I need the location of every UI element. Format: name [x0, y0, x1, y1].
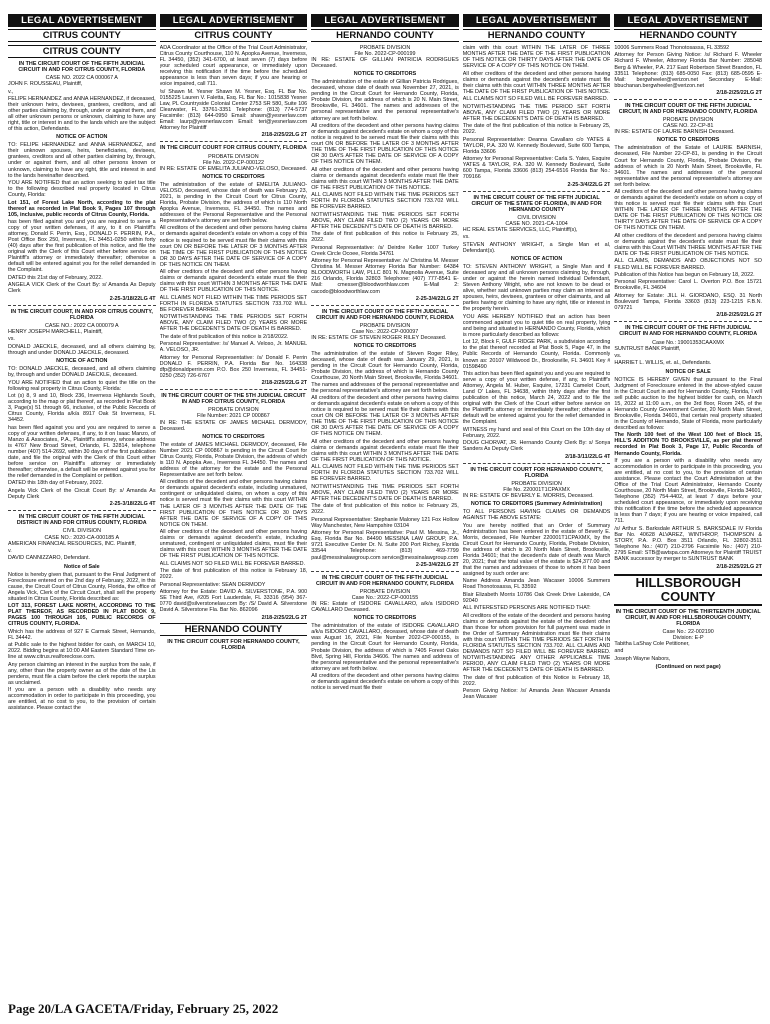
legal-ad-header-3: LEGAL ADVERTISEMENT: [311, 14, 459, 27]
notice-paragraph: Lot (s) 8, 9 and 10, Block 236, Inverness Highlands South, according to the map or plat thereof, as recorded in Plat Book 3, Page(s) 51 through 66, inclusive, of the Public Records of Citrus County, Florida a/k/a 8917 Oak St Inverness, FL 34452.: [8, 392, 156, 424]
publication-tag: 2-25-3/4/22LG 2T: [415, 295, 459, 302]
notice-paragraph: Personal Representative: Stephanie Maloney 121 Fox Hollow Way Manchester, New Hampshire 03104: [311, 516, 459, 529]
notice-heading: IN THE CIRCUIT COURT OF THE FIFTH JUDICIAL CIRCUIT IN AND FOR HERNANDO COUNTY, FLORIDA: [316, 575, 454, 588]
notice-paragraph: DAVID CANNIZZARO, Defendant.: [8, 555, 90, 562]
notice-paragraph: All other creditors of the decedent and other persons having claims or demands against decedent's estate must file their claims with this court WITHIN 3 MONTHS AFTER THE DATE OF THE FIRST PUBLICATION OF THIS NOTICE.: [159, 269, 308, 294]
column-3: [311, 29, 459, 1004]
notice-paragraph: ALL CLAIMS NOT FILED WITHIN THE TIME PERIODS SET FORTH IN FLORIDA STATUTES SECTION 733.702 WILL BE FOREVER BARRED.: [311, 464, 459, 483]
notice-separator: [8, 305, 156, 306]
notice-paragraph: YOU ARE NOTIFIED that an action seeking to quiet tax title to the following described real property located in Citrus County, Florida:: [8, 180, 156, 199]
publication-tag: 2/18-2/25/22LG 2T: [716, 563, 762, 570]
notice-heading: NOTICE TO CREDITORS: [656, 137, 720, 144]
notice-heading: NOTICE TO CREDITORS (Summary Administration): [470, 501, 603, 508]
notice-paragraph: ALL CLAIMS NOT FILED WITHIN THE TIME PERIODS SET FORTH IN FLORIDA STATUTES SECTION 733.702 WILL BE FOREVER BARRED.: [159, 294, 308, 313]
publication-tag: 2-25-3/18/22LG 4T: [109, 501, 156, 508]
publication-tag: 2-25-3/4/22LG 2T: [415, 561, 459, 568]
notice-paragraph: You are hereby notified that an Order of Summary Administration has been entered in the estate of Beverly E. Morris, deceased, File Number 220001T1CPAXMX, by the Circuit Court for Hernando County, Florida, Probate Division, the address of which is 20 North Main Street, Brooksville, Florida 34601; that the decedent's date of death was March 20, 2021; that the total value of the estate is $24,377.00 and that the names and addresses of those to whom it has been assigned by such order are:: [462, 522, 611, 577]
notice-paragraph: All creditors of the estate of the decedent and persons having claims or demands against the estate of the decedent other than those for whom provision for full payment was made in the Order of Summary Administration must file their claims with this court WITHIN THE TIME PERIODS SET FORTH IN FLORIDA STATUTES SECTION 733.702. ALL CLAIMS AND DEMANDS NOT SO FILED WILL BE FOREVER BARRED. NOTWITHSTANDING ANY OTHER APPLICABLE TIME PERIOD, ANY CLAIM FILED TWO (2) YEARS OR MORE AFTER THE DECEDENT'S DATE OF DEATH IS BARRED.: [462, 612, 611, 674]
notice-paragraph: NOTWITHSTANDING THE TIME PERIODS SET FORTH ABOVE, ANY CLAIM FILED TWO (2) YEARS OR MORE AFTER THE DECEDENT'S DATE OF DEATH IS BARRED.: [311, 483, 459, 502]
notice-heading: IN THE CIRCUIT COURT OF THE FIFTH JUDICIAL CIRCUIT IN AND FOR HERNANDO COUNTY, FLORIDA: [316, 309, 454, 322]
notice-heading: IN THE CIRCUIT COURT FOR HERNANDO COUNTY, FLORIDA: [470, 466, 603, 479]
notice-paragraph: The administration of the estate of Gillian Patricia Rodrigues, deceased, whose date of death was November 27, 2021, is pending in the Circuit Court for Hernando County, Florida, Probate Division, the address of which is 20 N. Main Street, Brooksville, FL 34601. The names and addresses of the personal representative and the personal representative's attorney are set forth below.: [311, 79, 459, 122]
notice-paragraph: NOTWITHSTANDING THE TIME PERIOD SET FORTH ABOVE, ANY CLAIM FILED TWO (2) YEARS OR MORE AFTER THE DECEDENT'S DATE OF DEATH IS BARRED.: [462, 103, 611, 122]
notice-paragraph: Attorney for Personal Representative: /s/ Christina M. Messer Christina M. Messer Attorney Florida Bar Number: 64384 BLOODWORTH LAW, PLLC 801 N. Magnolia Avenue, Suite 216 Orlando, Florida 32803 Telephone: (407) 777-8541 E-Mail: cmesser@bloodworthlaw.com E-Mail 2: cacodo@bloodworthlaw.com: [311, 258, 459, 295]
notice-heading: NOTICE TO CREDITORS: [353, 343, 417, 350]
case-line: File No. 220001T1CPAXMX: [503, 486, 570, 493]
publication-tag: 2-25-3/4/22LG 2T: [567, 181, 611, 188]
notice-heading: (Continued on next page): [655, 663, 721, 670]
notice-paragraph: YOU ARE NOTIFIED that an action to quiet the title on the following real property in Citrus County, Florida:: [8, 379, 156, 392]
case-line: Case No.: 2022-CP-000155: [351, 595, 419, 602]
columns: [8, 29, 762, 1004]
notice-paragraph: ANGELA VICK Clerk of the Court By: s/ Amanda As Deputy Clerk: [8, 282, 156, 295]
case-line: Division: E-P: [672, 634, 704, 641]
notice-separator: [160, 389, 308, 390]
notice-paragraph: Personal Representative: /s/ Manuel A. Veloso, Jr. MANUEL A. VELOSO, JR.: [159, 341, 308, 354]
notice-paragraph: DATED this 21st day of February, 2022.: [8, 274, 103, 281]
notice-paragraph: has been filed against you and you are required to serve a copy of your written defenses, if any, to it on Isaac Manzo, of Manzo & Associates, P.A., Plaintiff's attorney, whose address is 4767 New Broad Street, Orlando, FL 32814, telephone number (407) 514-2692, within 30 days of the first publication date, and file the original with the Clerk of this Court either before service on Plaintiff's attorney or immediately thereafter; otherwise, a default will be entered against you for the relief demanded in the Complaint or petition.: [8, 424, 156, 479]
notice-separator: [8, 510, 156, 511]
publication-tag: 2-25-3/18/22LG 4T: [109, 295, 156, 302]
case-line: CIVIL DIVISION: [517, 214, 556, 221]
county-heading: HERNANDO COUNTY: [463, 29, 611, 42]
notice-paragraph: The administration of the estate of EMELITA JULIANO-VELOSO, deceased, whose date of death was February 23, 2021, is pending in the Circuit Court for Citrus County, Florida, Probate Division, the address of which is 110 North Apopka Avenue, Inverness, FL 34450. The names and addresses of the Personal Representative and the Personal Representative's attorney are set forth below.: [159, 181, 308, 224]
publication-tag: 2/18-2/25/22LG 2T: [261, 380, 308, 387]
notice-paragraph: All other creditors of the decedent and other persons having claims or demands against decedent's estate must file their claims with this court WITHIN 3 MONTHS AFTER THE DATE OF THE FIRST PUBLICATION OF THIS NOTICE.: [311, 438, 459, 463]
header-bars: [8, 14, 762, 27]
notice-paragraph: This action has been filed against you and you are required to serve a copy of your written defense, if any, to Plaintiff's Attorney, Angela M. Huber, Esquire, 17231 Camelot Court, Land O' Lakes, FL 34638, within thirty days after the first publication of this notice, March 24, 2022 and to file the original with the Clerk of the Court either before service on the Plaintiff's attorney or immediately thereafter; otherwise a default will be entered against you for the relief demanded in the Complaint.: [462, 370, 611, 426]
notice-paragraph: at Public sale to the highest bidder for cash, on MARCH 10, 2022. Bidding begins at 10:00 AM Eastern Standard Time on-line at www.citrus.realforeclose.com.: [8, 642, 156, 661]
notice-paragraph: AMERICAN FINANCIAL RESOURCES, INC. Plaintiff,: [8, 540, 136, 547]
notice-heading: NOTICE TO CREDITORS: [202, 433, 265, 440]
legal-description: LOT 313, FOREST LAKE NORTH, ACCORDING TO THE PLAT THEREOF, AS RECORDED IN PLAT BOOK 9, PAGES 100 THROUGH 105, PUBLIC RECORDS OF CITRUS COUNTY, FLORIDA.: [8, 603, 156, 628]
notice-paragraph: The date of first publication of this notice is February 25, 2022.: [311, 231, 459, 244]
notice-paragraph: ADA Coordinator at the Office of the Trial Court Administrator, Citrus County Courthouse, 110 N. Apopka Avenue, Inverness, FL 34450, (352) 341-6700, at least seven (7) days before your scheduled court appearance, or immediately upon receiving this notification if the time before the scheduled appearance is less than seven days; if you are hearing or voice impaired, call 711.: [159, 45, 308, 88]
notice-paragraph: Which has the address of 927 E Carmak Street, Hernando, FL 34442.: [8, 628, 156, 641]
publication-tag: 2/18-2/25/22LG 2T: [261, 132, 308, 139]
notice-paragraph: Attorney for Personal Representative: /s/ Donald F. Perrin DONALD F. PERRIN, P.A. Florida Bar No. 164338 dfp@donaldperrin.com P.O. Box 250 Inverness, FL 34451-0250 (352) 726-6767: [159, 354, 308, 379]
notice-paragraph: TO: DONALD JAECKLE, deceased, and all others claiming by, through and under DONALD JAECKLE, deceased.: [8, 366, 156, 379]
case-line: CASE NO.: 2020-CA-000185 A: [44, 534, 120, 541]
notice-heading: IN THE CIRCUIT COURT FOR CITRUS COUNTY, FLORIDA: [160, 145, 307, 152]
legal-ad-header-2: LEGAL ADVERTISEMENT: [160, 14, 308, 27]
notice-paragraph: JOHN F. ROUSSEAU, Plaintiff,: [8, 81, 83, 88]
notice-paragraph: Personal Representative: Carol L. Overton P.O. Box 15721 Brooksville, FL 34604: [614, 279, 762, 292]
county-heading: CITRUS COUNTY: [8, 29, 156, 42]
notice-paragraph: DATED this 18th day of February, 2022.: [8, 480, 104, 487]
notice-paragraph: 10006 Summers Road Thonotosassa, FL 33592: [614, 45, 730, 51]
notice-paragraph: The date of the first publication of this notice is February 25, 2022.: [462, 123, 611, 136]
notice-paragraph: IN RE: THE ESTATE OF JAMES MICHAEL DERMODY, Deceased.: [159, 419, 308, 432]
notice-paragraph: /s/ Arthur S. Barksdale ARTHUR S. BARKSDALE IV Florida Bar No. 40628 ALVAREZ, WINTHROP, THOMPSON & STORY, P.A. P.O. Box 3511 Orlando, FL 32802-3511 Telephone No.: (407) 210-2796 Facsimile No.: (407) 210-2795 Email: STB@awtspa.com Attorneys for Plaintiff TRUIST BANK successor by merger to SUNTRUST BANK: [614, 525, 762, 563]
notice-paragraph: The date of first publication of this Notice is February 18, 2022.: [462, 674, 611, 687]
notice-heading: IN THE CIRCUIT COURT FOR HERNANDO COUNTY, FLORIDA: [167, 638, 300, 651]
notice-paragraph: All other creditors of the decedent and other persons having claims or demands against decedent's estate, including unmatured, contingent or unliquidated claims, must file their claims with this court WITHIN 3 MONTHS AFTER THE DATE OF THE FIRST PUBLICATION OF THIS NOTICE.: [159, 529, 308, 560]
notice-paragraph: All other creditors of the decedent and other persons having claims or demands against decedent's estate must file their claims with this court WITHIN 3 MONTHS AFTER THE DATE OF THE FIRST PUBLICATION OF THIS NOTICE.: [311, 166, 459, 191]
notice-separator: [463, 191, 611, 192]
notice-separator: [614, 99, 762, 100]
notice-paragraph: IN RE: Estate of ISIDORE CAVALLARO, a/k/a ISIDORO CAVALLARO Deceased.: [311, 601, 459, 614]
notice-paragraph: Joseph Wayne Nabors,: [614, 655, 671, 662]
publication-tag: 2/18-2/25/22LG 2T: [716, 90, 762, 97]
notice-paragraph: /s/ Shawn M. Yesner Shawn M. Yesner, Esq. FL Bar No. 0155225 Lauren V. Faletta, Esq. FL Bar No.: 1015838 Yesner Law, PL Countryside Colonial Center 2753 SR 580, Suite 106 Clearwater, FL 33761-3351 Telephone: (813) 774-5737 Facsimile: (813) 644-0950 Email: shawn@yesnerlaw.com Email: laurp@yesnerlaw.com Email: teri@yesnerlaw.com Attorney for Plaintiff: [159, 88, 308, 131]
legal-description: The North 100 feet of the West 100 feet of Block 15, HILL'S ADDITION TO BROOKSVILLE, as per plat thereof recorded in Plat Book 3, Page 17, Public Records of Hernando County, Florida.: [614, 432, 762, 457]
case-line: PROBATE DIVISION: [359, 589, 411, 596]
notice-paragraph: v.,: [8, 88, 14, 95]
notice-paragraph: TO: FELIPE HERNANDEZ and ANNA HERNANDEZ, and their unknown spouses, heirs, beneficiaries, devisees, grantees, creditors and all other parties claiming by, through, under or against them, and all other persons known or unknown, claiming to have any right, title and interest in and to the lands hereinafter described.: [8, 142, 156, 179]
notice-paragraph: Attorney for Personal Representative: Carla S. Yates, Esquire YATES & TAYLOR, P.A. 320 W. Kennedy Boulevard, Suite 600 Tampa, Florida 33606 (813) 254-6516 Florida Bar No.: 709166: [462, 156, 611, 181]
notice-paragraph: IN RE: ESTATE OF STEVEN ROGER RILEY Deceased.: [311, 335, 447, 342]
notice-paragraph: IN RE: ESTATE OF LAURIE BARNISH Deceased.: [614, 129, 735, 136]
case-line: PROBATE DIVISION: [662, 117, 714, 124]
notice-paragraph: All other creditors of the decedent and other persons having claims or demands against the decedent's estate must file their claims with this court WITHIN THREE MONTHS AFTER THE DATE OF THE FIRST PUBLICATION OF THIS NOTICE.: [462, 70, 611, 95]
notice-paragraph: The administration of the estate of Steven Roger Riley, deceased, whose date of death was January 29, 2021, is pending in the Circuit Court for Hernando County, Florida, Probate Division, the address of which is Hernando County Courthouse, 20 North Main Street, Brooksville, Florida 34601. The names and addresses of the personal representative and the personal representative's attorney are set forth below.: [311, 351, 459, 394]
notice-paragraph: Personal Representative: SEAN DERMODY: [159, 581, 266, 588]
notice-paragraph: Attorney for the Estate: DAVID A. SILVERSTONE, P.A. 900 SE Third Ave, #205 Fort Lauderdale, FL 33316 (954) 367-0770 david@silverstonelaw.com By: /S/ David A. Silverstone David A. Silverstone Fla. Bar No. 862096: [159, 589, 308, 614]
notice-heading: NOTICE TO CREDITORS: [353, 71, 417, 78]
legal-ad-header-1: LEGAL ADVERTISEMENT: [8, 14, 156, 27]
notice-paragraph: TO ALL PERSONS HAVING CLAIMS OR DEMANDS AGAINST THE ABOVE ESTATE:: [462, 509, 611, 522]
notice-heading: IN THE CIRCUIT COURT OF THE 5TH JUDICIAL CIRCUIT IN AND FOR CITRUS COUNTY, FLORIDA: [161, 393, 306, 406]
notice-paragraph: The date of first publication of this notice is 2/18/2022.: [159, 333, 289, 340]
notice-paragraph: Attorney for Personal Representative: Paul M. Messina, Jr., Esq. Florida Bar No. 84490 MESSINA LAW GROUP, P.A. 9721 Executive Center Dr. N. Suite 200 Port Richey, Florida 33544 Telephone: (813) 469-7799 paul@messinalawgroup.com service@messinalawgroup.com: [311, 530, 459, 561]
notice-paragraph: IN RE: ESTATE OF GILLIAN PATRICIA RODRIGUES Deceased.: [311, 57, 459, 70]
notice-heading: IN THE CIRCUIT COURT OF THE FIFTH JUDICIAL CIRCUIT IN AND FOR CITRUS COUNTY, FLORIDA: [18, 61, 146, 74]
notice-separator: [463, 463, 611, 464]
notice-paragraph: Any person claiming an interest in the surplus from the sale, if any, other than the property owner as of the date of the Lis pendens, must file a claim before the clerk reports the surplus as unclaimed.: [8, 661, 156, 686]
notice-paragraph: Person Giving Notice: /s/ Amanda Jean Wacaser Amanda Jean Wacaser: [462, 688, 611, 701]
notice-paragraph: ALL CLAIMS NOT FILED WITHIN THE TIME PERIODS SET FORTH IN FLORIDA STATUTES SECTION 733.702 WILL BE FOREVER BARRED.: [311, 192, 459, 211]
notice-paragraph: vs.: [462, 234, 470, 241]
notice-heading: NOTICE TO CREDITORS: [353, 615, 417, 622]
case-line: File No. 2022-CP-000199: [354, 51, 416, 58]
notice-paragraph: vs.: [614, 353, 622, 360]
case-line: PROBATE DIVISION: [208, 153, 259, 160]
notice-paragraph: If you are a person with a disability who needs any accommodation in order to participate in this proceeding, you are entitled, at no cost to you, to the provision of certain assistance. Please contact the Court Administration at the Office of the Trial Court Administrator, Hernando County Courthouse, 20 North Main Street, Brooksville, Florida 34601, Telephone (352) 754-4402, at least 7 days before your scheduled court appearance, or immediately upon receiving this notification if the time before the scheduled appearance is less than 7 days; if you are hearing or voice impaired, call 711.: [614, 457, 762, 525]
notice-paragraph: The date of first publication of this notice is February 18, 2022.: [159, 568, 308, 581]
notice-paragraph: All creditors of the decedent and other persons having claims or demands against decedent's estate on whom a copy of this notice is served must file their: [311, 673, 459, 692]
notice-heading: IN THE CIRCUIT COURT OF THE FIFTH JUDICIAL DISTRICT IN AND FOR CITRUS COUNTY, FLORIDA: [16, 514, 147, 527]
notice-paragraph: IN RE: ESTATE OF EMELITA JULIANO-VELOSO, Deceased.: [159, 165, 307, 172]
case-line: File Number: 2021 CP 000867: [197, 413, 270, 420]
notice-paragraph: YOU ARE HEREBY NOTIFIED that an action has been commenced against you to quiet title on real property, lying and being and situated in HERNANDO County, Florida, which is more particularly described as follows:: [462, 313, 611, 338]
case-line: File No. 2022-CP-000122: [202, 159, 264, 166]
notice-paragraph: FELIPE HERNANDEZ and ANNA HERNANDEZ, if deceased, their unknown heirs, devisees, grantees, creditors, and all other parties claiming by, through, under or against them, and all other unknown persons or unknown, claiming to have any right, title or interest in and to the lands which are the subject of this action, Defendants.: [8, 96, 156, 133]
case-line: PROBATE DIVISION: [208, 407, 259, 414]
notice-paragraph: Attorney for Person Giving Notice: /s/ Richard F. Wheeler Richard F. Wheeler, Attorney Florida Bar Number: 285048 Berg & Wheeler, P.A. 217 East Robertson Street Brandon, FL 33511 Telephone: (813) 685-0050 Fax: (813) 685-0595 E-Mail: bergwheeler@verizon.net Secondary E-Mail: bbuchanan.bergwheeler@verizon.net: [614, 52, 762, 89]
notice-paragraph: HARRIET L. WILLIS, et. al., Defendants.: [614, 360, 712, 367]
case-line: PROBATE DIVISION: [359, 323, 411, 330]
notice-paragraph: All creditors of the decedent and other persons having claims or demands against decedent's estate, including unmatured, contingent or unliquidated claims, on whom a copy of this notice is served must file their claims with this court WITHIN THE LATER OF 3 MONTHS AFTER THE DATE OF THE FIRST PUBLICATION OF THIS NOTICE OR 30 DAYS AFTER THE DATE OF SERVICE OF A COPY OF THIS NOTICE ON THEM.: [159, 479, 308, 528]
notice-heading: NOTICE TO CREDITORS: [202, 173, 265, 180]
legal-description: Lot 151, of Forest Lake North, according to the plat thereof as recorded in Plat Book 9, Pages 107 through 105, inclusive, public records of Citrus County, Florida.: [8, 199, 156, 218]
county-heading: HERNANDO COUNTY: [614, 29, 762, 42]
notice-paragraph: HENRY JOSEPH MARCHELL, Plaintiff,: [8, 329, 103, 335]
notice-paragraph: claim with this court WITHIN THE LATER OF THREE MONTHS AFTER THE DATE OF THE FIRST PUBLICATION OF THIS NOTICE OR THIRTY DAYS AFTER THE DATE OF SERVICE OF A COPY OF THIS NOTICE ON THEM.: [462, 45, 611, 70]
notice-paragraph: The date of first publication of this notice is: February 25, 2022.: [311, 503, 459, 516]
case-line: Case No.: 2022-CP-000097: [351, 329, 419, 336]
notice-paragraph: All creditors of the decedent and other persons having claims or demands against decedent's estate on whom a copy of this notice is required to be served must file their claims with this court ON OR BEFORE THE LATER OF 3 MONTHS AFTER THE TIME OF THE FIRST PUBLICATION OF THIS NOTICE OR 30 DAYS AFTER THE DATE OF SERVICE OF A COPY OF THIS NOTICE ON THEM.: [159, 225, 308, 268]
case-line: CASE NO. 22-CP-81: [663, 123, 714, 130]
notice-paragraph: Publication of this Notice has begun on February 18, 2022.: [614, 271, 755, 278]
page-footer: Page 20/LA GACETA/Friday, February 25, 2022: [8, 1001, 279, 1016]
case-line: CASE NO. 2021-CA-1004: [505, 220, 568, 227]
notice-paragraph: DONALD JAECKLE, deceased, and all others claiming by, through and under DONALD JAECKLE, deceased.: [8, 343, 156, 356]
notice-paragraph: All creditors of the decedent and other persons having claims or demands against the decedent's estate on whom a copy of this notice is served must file their claims with this Court WITHIN THE LATER OF THREE MONTHS AFTER THE DATE OF THE FIRST PUBLICATION OF THIS NOTICE OR THIRTY DAYS AFTER THE DATE OF SERVICE OF A COPY OF THIS NOTICE ON THEM.: [614, 189, 762, 232]
notice-paragraph: The estate of JAMES MICHAEL DERMODY, deceased, File Number 2021 CP 000867 is pending in the Circuit Court for Citrus County, Florida, Probate Division, the address of which is 110 N. Apopka Ave., Inverness FL 34450. The names and address of the attorney for the estate and the Personal Representative are set forth below.: [159, 441, 308, 478]
case-line: CASE NO. 2022 CA 000067 A: [45, 75, 118, 82]
case-line: CIVIL DIVISION: [62, 528, 102, 535]
column-1: [8, 29, 156, 1004]
notice-separator: [311, 571, 459, 572]
county-heading: CITRUS COUNTY: [160, 29, 308, 42]
notice-paragraph: DOUG CHORVAT, JR. Hernando County Clerk By: s/ Sonya Sanders As Deputy Clerk: [462, 440, 611, 453]
notice-heading: NOTICE OF ACTION: [56, 134, 108, 141]
notice-paragraph: NOTICE IS HEREBY GIVEN that pursuant to the Final Judgment of Foreclosure entered in the above-styled cause in the Circuit Court in and for Hernando County, Florida, I will sell public auction to the highest bidder for cash, on March 15, 2022 at 11:00 a.m., on the 3rd floor, Room 245, of the Hernando County Government Center, 20 North Main Street, Brooksville, Florida 34601, that certain real property situated in the County of Hernando, State of Florida, more particularly described as follows:: [614, 376, 762, 431]
notice-separator: [614, 321, 762, 322]
notice-paragraph: The administration of the estate of ISIDORE CAVALLARO a/k/a ISIDORO CAVALLARO, deceased, whose date of death was August 16, 2021, File Number 2022-CP-000155, is pending in the Circuit Court for Hernando County, Florida, Probate Division, the address of which is 7405 Forest Oaks Blvd, Spring Hill, Florida 34606. The names and address of the personal representative and the personal representative's attorney are set forth below.: [311, 623, 459, 672]
case-line: Case No.: 19001353CAAXMX: [652, 339, 725, 346]
legal-ad-header-4: LEGAL ADVERTISEMENT: [463, 14, 611, 27]
publication-tag: 2/18-2/25/22LG 2T: [716, 312, 762, 319]
case-line: PROBATE DIVISION: [511, 480, 562, 487]
notice-heading: NOTICE OF SALE: [665, 368, 711, 375]
county-heading: HILLSBOROUGH COUNTY: [614, 574, 762, 606]
notice-paragraph: ALL CLAIMS, DEMANDS AND OBJECTIONS NOT SO FILED WILL BE FOREVER BARRED.: [614, 258, 762, 271]
notice-heading: IN THE CIRCUIT COURT OF THE FIFTH JUDICIAL CIRCUIT IN AND FOR HERNANDO COUNTY, FLORIDA: [619, 325, 758, 338]
notice-paragraph: ALL CLAIMS NOT SO FILED WILL BE FOREVER BARRED.: [462, 96, 609, 103]
notice-paragraph: Notice is hereby given that, pursuant to the Final Judgment of Foreclosure entered on the 2nd day of February, 2022, in this cause, the Circuit Court of Citrus County, Florida, the office of Angela Vick, Clerk of the Circuit Court, shall sell the property situated in Citrus County, Florida described as:: [8, 571, 156, 602]
county-heading: HERNANDO COUNTY: [311, 29, 459, 42]
notice-paragraph: Tabitha LaShay Cole Petitioner,: [614, 640, 690, 647]
notice-heading: IN THE CIRCUIT COURT OF THE FIFTH JUDICIAL CIRCUIT, IN AND FOR HERNANDO COUNTY, FLORIDA: [618, 103, 758, 116]
notice-paragraph: v.: [8, 548, 12, 555]
notice-paragraph: WITNESS my hand and seal of this Court on the 10th day of February, 2022.: [462, 426, 611, 439]
notice-paragraph: and: [614, 648, 624, 655]
column-2: [160, 29, 308, 1004]
notice-paragraph: ALL CLAIMS NOT SO FILED WILL BE FOREVER BARRED.: [159, 560, 305, 567]
notice-heading: IN THE CIRCUIT COURT, IN AND FOR CITRUS COUNTY, FLORIDA: [10, 308, 153, 321]
notice-paragraph: Blair Elizabeth Morris 10786 Oak Creek Drive Lakeside, CA 92040: [462, 591, 611, 604]
notice-paragraph: NOTWITHSTANDING THE TIME PERIODS SET FORTH ABOVE, ANY CLAIM FILED TWO (2) YEARS OR MORE AFTER THE DECEDENT'S DATE OF DEATH IS BARRED.: [311, 211, 459, 230]
notice-paragraph: Attorney for Estate: JILL H. GIORDANO, ESQ. 31 North Boulevard Tampa, Florida 33603 (813) 223-1215 F.B.N. 079721: [614, 292, 762, 311]
notice-paragraph: HC REAL ESTATE SERVICES, LLC, Plaintiff(s),: [462, 227, 578, 233]
notice-paragraph: NOTWITHSTANDING THE TIME PERIODS SET FORTH ABOVE, ANY CLAIM FILED TWO (2) YEARS OR MORE AFTER THE DECEDENT'S DATE OF DEATH IS BARRED.: [159, 314, 308, 333]
county-heading: HERNANDO COUNTY: [160, 623, 308, 636]
column-4: [463, 29, 611, 1004]
notice-paragraph: SUNTRUST BANK Plaintiff,: [614, 345, 681, 352]
notice-separator: [160, 141, 308, 142]
notice-paragraph: vs.: [8, 336, 15, 343]
notice-paragraph: Lot 12, Block F, GULF RIDGE PARK, a subdivision according to the plat thereof recorded at Plat Book 5, Page 47, in the Public Records of Hernando County, Florida. Commonly known as: 20107 Wildwood Dr., Brooksville, FL 34601 Key # 01598490: [462, 339, 611, 370]
notice-paragraph: Personal Representative: /s/ Deirdre Keller 1007 Turkey Creek Circle Ocoee, Florida 34761: [311, 244, 459, 257]
notice-heading: NOTICE OF ACTION: [56, 357, 108, 364]
county-heading: CITRUS COUNTY: [8, 45, 156, 58]
notice-paragraph: has been filed against you and you are required to serve a copy of your written defenses, if any, to it on Plaintiff's attorney, Donald F. Perrin, Esq., DONALD F. PERRIN, P.A., Post Office Box 250, Inverness, FL 34451-0250 within forty (40) days after the first publication of this notice, and file the original with the Clerk of this Court either before service on Plaintiff's attorney or immediately thereafter; otherwise a default will be entered against you for the relief demanded in the Complaint.: [8, 219, 156, 274]
notice-paragraph: ALL INTERESTED PERSONS ARE NOTIFIED THAT:: [462, 605, 591, 612]
case-line: CASE NO.: 2022 CA 000079 A: [44, 322, 119, 329]
notice-paragraph: All creditors of the decedent and other persons having claims or demands against decedent's estate on whom a copy of this notice is required to be served must file their claims with this court ON OR BEFORE THE LATER OF 3 MONTHS AFTER THE TIME OF THE FIRST PUBLICATION OF THIS NOTICE OR 30 DAYS AFTER THE DATE OF SERVICE OF A COPY OF THIS NOTICE ON THEM.: [311, 122, 459, 166]
notice-paragraph: All creditors of the decedent and other persons having claims or demands against decedent's estate on whom a copy of this notice is required to be served must file their claims with this court ON OR BEFORE THE LATER OF 3 MONTHS AFTER THE TIME OF THE FIRST PUBLICATION OF THIS NOTICE OR 30 DAYS AFTER THE DATE OF SERVICE OF A COPY OF THIS NOTICE ON THEM.: [311, 395, 459, 438]
notice-heading: IN THE CIRCUIT COURT OF THE FIFTH JUDICIAL CIRCUIT OF THE STATE OF FLORIDA, IN AND FOR HERNANDO COUNTY: [471, 194, 602, 213]
notice-paragraph: IN RE: ESTATE OF BEVERLY E. MORRIS, Deceased.: [462, 493, 594, 499]
notice-heading: NOTICE OF ACTION: [510, 255, 563, 262]
column-5: [614, 29, 762, 1004]
notice-paragraph: Name Address Amanda Jean Wacaser 10006 Summers Road Thonotosassa, FL 33592: [462, 578, 611, 591]
case-line: PROBATE DIVISION: [359, 45, 411, 51]
notice-heading: Notice of Sale: [63, 563, 100, 570]
notice-paragraph: Angela Vick Clerk of the Circuit Court By: s/ Amanda As Deputy Clerk: [8, 487, 156, 500]
notice-paragraph: TO: STEVEN ANTHONY WRIGHT, a Single Man and if deceased any and all unknown persons claiming by, through, under or against the herein named individual Defendant, Steven Anthony Wright, who are not known to be dead or alive, whether said unknown parties may claim an interest as spouses, heirs, devisees, grantees or other claimants, and all parties having or claiming to have any right, title or interest in the property herein.: [462, 264, 611, 313]
notice-separator: [311, 305, 459, 306]
legal-ad-header-5: LEGAL ADVERTISEMENT: [614, 14, 762, 27]
publication-tag: 2/18-2/25/22LG 2T: [261, 614, 308, 621]
notice-paragraph: All other creditors of the decedent and persons having claims or demands against the decedent's estate must file their claims with this Court WITHIN THREE MONTHS AFTER THE DATE OF THE FIRST PUBLICATION OF THIS NOTICE.: [614, 232, 762, 258]
notice-paragraph: Personal Representative: Deanna Cavallaro c/o YATES & TAYLOR, P.A. 320 W. Kennedy Boulevard, Suite 600 Tampa, Florida 33606: [462, 136, 611, 155]
notice-paragraph: The administration of the Estate of LAURIE BARNISH, deceased, File Number 22-CP-81, is pending in the Circuit Court for Hernando County, Florida, Probate Division, the address of which is 20 North Main Street, Brooksville, FL 34601. The names and addresses of the personal representative and the personal representative's attorney are set forth below.: [614, 145, 762, 188]
case-line: Case No.: 22-002190: [662, 628, 714, 635]
publication-tag: 2/18-3/11/22LG 4T: [565, 453, 611, 460]
notice-heading: IN THE CIRCUIT COURT OF THE THIRTEENTH JUDICIAL CIRCUIT, IN AND FOR HILLSBOROUGH COUNTY, FLORIDA: [615, 608, 761, 627]
notice-paragraph: If you are a person with a disability who needs any accommodation in order to participate in this proceeding, you are entitled, at no cost to you, to the provision of certain assistance. Please contact the: [8, 687, 156, 712]
notice-paragraph: STEVEN ANTHONY WRIGHT, a Single Man et al, Defendant(s).: [462, 241, 611, 254]
